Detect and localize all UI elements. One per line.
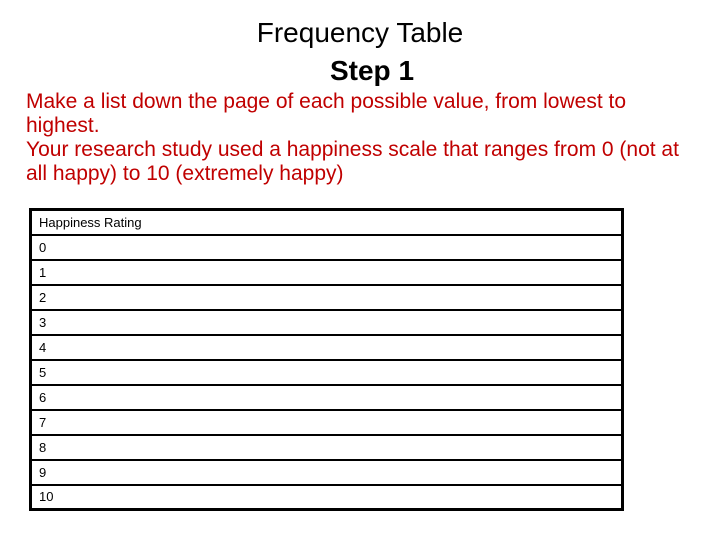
table-cell: 5 (31, 360, 623, 385)
table-cell: 10 (31, 485, 623, 510)
table-row (31, 360, 623, 385)
table-row (31, 485, 623, 510)
table-row (31, 260, 623, 285)
table-row (31, 285, 623, 310)
table-cell: 7 (31, 410, 623, 435)
table-cell: 8 (31, 435, 623, 460)
title-step: Step 1 (329, 55, 415, 86)
table-cell: 1 (31, 260, 623, 285)
table-row (31, 410, 623, 435)
slide-title (200, 14, 520, 90)
title-main: Frequency Table (256, 17, 464, 48)
table-row (31, 335, 623, 360)
table-row (31, 235, 623, 260)
table-cell: 2 (31, 285, 623, 310)
table-header-row (31, 210, 623, 235)
table-cell: 0 (31, 235, 623, 260)
instructions-text (26, 90, 686, 186)
table-header-cell: Happiness Rating (31, 210, 623, 235)
table-cell: 3 (31, 310, 623, 335)
table-row (31, 385, 623, 410)
instruction-line-1: Make a list down the page of each possible value, from lowest to highest. (26, 90, 626, 137)
table-row (31, 435, 623, 460)
table-cell: 9 (31, 460, 623, 485)
table-cell: 4 (31, 335, 623, 360)
instruction-line-2: Your research study used a happiness scale that ranges from 0 (not at all happy) to 10 (extremely happy) (26, 138, 679, 185)
table-cell: 6 (31, 385, 623, 410)
table-row (31, 310, 623, 335)
table-row (31, 460, 623, 485)
frequency-table (29, 208, 624, 511)
